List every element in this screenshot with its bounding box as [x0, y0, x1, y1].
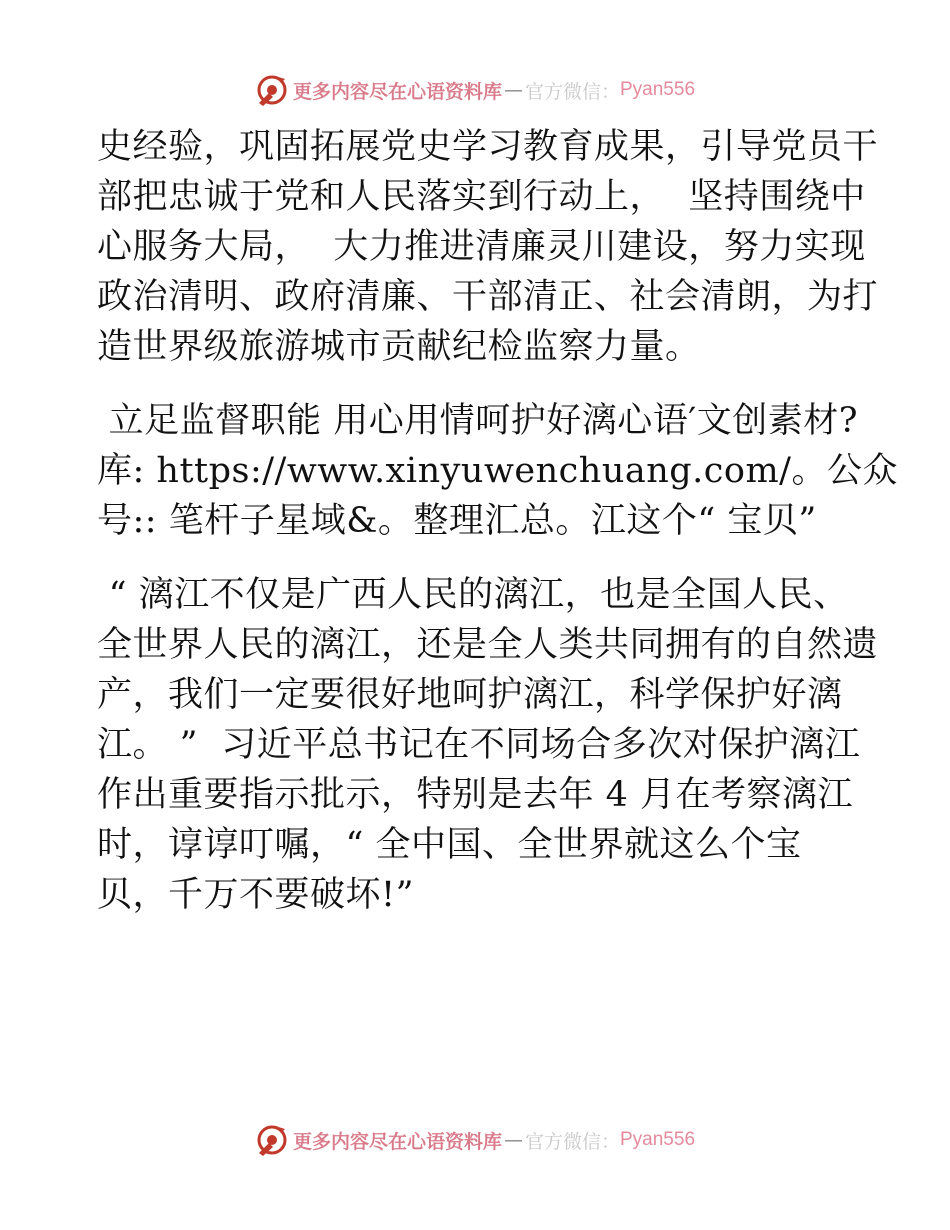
text-line: 时，谆谆叮嘱，“ 全中国、全世界就这么个宝: [97, 825, 802, 865]
banner-separator: —: [503, 79, 523, 101]
paragraph-1: [97, 122, 879, 372]
text-line: 史经验，巩固拓展党史学习教育成果，引导党员干: [97, 127, 879, 167]
text-line: 立足监督职能 用心用情呵护好漓心语′文创素材?: [97, 401, 858, 441]
pen-circle-logo-icon: [255, 73, 289, 107]
text-line: 全世界人民的漓江，还是全人类共同拥有的自然遗: [97, 625, 879, 665]
text-line: 心服务大局， 大力推进清廉灵川建设，努力实现: [97, 227, 866, 267]
banner-title: 更多内容尽在心语资料库: [292, 80, 502, 103]
header-banner: [0, 70, 950, 110]
text-line: 产，我们一定要很好地呵护漓江，科学保护好漓: [97, 675, 843, 715]
banner-title: 更多内容尽在心语资料库: [292, 1130, 502, 1153]
document-body: [97, 122, 898, 920]
banner-wechat-id: Pyan556: [620, 79, 696, 100]
text-line: 贝，千万不要破坏!”: [97, 875, 414, 915]
text-line: 造世界级旅游城市贡献纪检监察力量。: [97, 327, 701, 367]
text-line: 库: https://www.xinyuwenchuang.com/。公众: [97, 451, 898, 491]
text-line: 江。 ” 习近平总书记在不同场合多次对保护漓江: [97, 725, 861, 765]
text-line: 号:: 笔杆子星域&。整理汇总。江这个“ 宝贝”: [97, 501, 817, 541]
paragraph-3: [97, 570, 879, 920]
pen-circle-logo-icon: [255, 1123, 289, 1157]
text-line: 政治清明、政府清廉、干部清正、社会清朗，为打: [97, 277, 879, 317]
footer-banner: [0, 1120, 950, 1160]
text-line: 部把忠诚于党和人民落实到行动上， 坚持围绕中: [97, 177, 866, 217]
text-line: 作出重要指示批示，特别是去年 4 月在考察漓江: [97, 775, 854, 815]
banner-wechat-label: 官方微信：: [524, 1130, 620, 1153]
banner-wechat-label: 官方微信：: [524, 80, 620, 103]
text-line: “ 漓江不仅是广西人民的漓江，也是全国人民、: [97, 575, 849, 615]
banner-separator: —: [503, 1129, 523, 1151]
banner-wechat-id: Pyan556: [620, 1129, 696, 1150]
paragraph-2: [97, 396, 898, 546]
